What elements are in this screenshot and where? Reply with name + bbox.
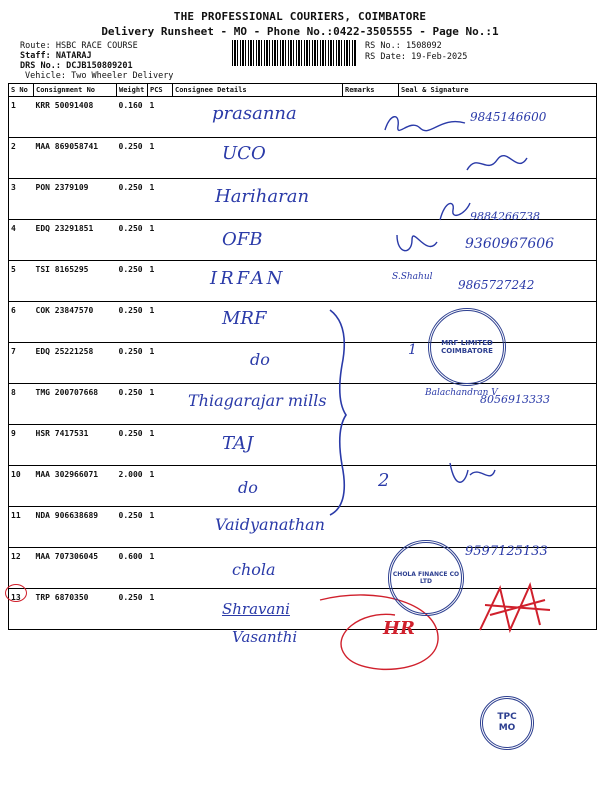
table-row: 8 TMG 200707668 0.250 1 <box>9 384 597 425</box>
table-row: 12 MAA 707306045 0.600 1 <box>9 548 597 589</box>
signature-text: Balachandran V <box>425 388 498 398</box>
company-title: THE PROFESSIONAL COURIERS, COIMBATORE <box>173 10 427 23</box>
hw-consignee: Vasanthi <box>232 628 298 646</box>
hw-phone: 9884266738 <box>470 210 540 223</box>
rs-date-line: RS Date: 19-Feb-2025 <box>365 52 468 62</box>
table-row: 13 TRP 6870350 0.250 1 <box>9 589 597 630</box>
route-line: Route: HSBC RACE COURSE <box>20 41 138 51</box>
col-weight: Weight <box>117 84 148 97</box>
hw-consignee: TAJ <box>222 433 254 454</box>
tpc-stamp-bottom: MO <box>498 723 516 733</box>
table-row: 10 MAA 302966071 2.000 1 <box>9 466 597 507</box>
hw-consignee: Thiagarajar mills <box>188 391 327 410</box>
signature-scribble <box>440 455 500 495</box>
signature-scribble <box>435 195 475 225</box>
hw-consignee: Hariharan <box>215 186 310 207</box>
signature-scribble <box>392 230 442 260</box>
drs-line: DRS No.: DCJB150809201 <box>20 61 133 71</box>
hw-consignee: do <box>250 350 270 369</box>
rs-date-value: 19-Feb-2025 <box>411 52 468 62</box>
col-consignment: Consignment No <box>34 84 117 97</box>
tpc-stamp-top: TPC <box>497 712 517 722</box>
hw-phone: 8056913333 <box>480 393 550 406</box>
rs-no-line: RS No.: 1508092 <box>365 41 442 51</box>
hw-phone: 9597125133 <box>465 544 548 559</box>
hw-phone: 9865727242 <box>458 278 535 292</box>
hw-consignee: UCO <box>222 143 266 164</box>
signature-scribble-red <box>470 580 560 640</box>
table-row: 3 PON 2379109 0.250 1 <box>9 179 597 220</box>
hw-consignee: MRF <box>222 308 267 329</box>
hw-remark: 1 <box>408 342 417 358</box>
hw-consignee: IRFAN <box>210 268 286 289</box>
drs-value: DCJB150809201 <box>66 61 133 71</box>
table-row: 1 KRR 50091408 0.160 1 <box>9 97 597 138</box>
vehicle-value: Two Wheeler Delivery <box>71 71 174 81</box>
table-row: 11 NDA 906638689 0.250 1 <box>9 507 597 548</box>
col-consignee: Consignee Details <box>173 84 343 97</box>
table-row: 4 EDQ 23291851 0.250 1 <box>9 220 597 261</box>
runsheet-subtitle: Delivery Runsheet - MO - Phone No.:0422-3505555 - Page No.:1 <box>101 25 499 38</box>
hw-consignee: Shravani <box>222 600 290 618</box>
rs-no-value: 1508092 <box>405 41 442 51</box>
table-header <box>9 84 597 97</box>
barcode <box>232 40 357 66</box>
hw-consignee: prasanna <box>212 103 297 124</box>
tpc-stamp <box>480 696 534 750</box>
hw-remark: HR <box>383 618 415 639</box>
red-circle-mark <box>5 584 27 602</box>
hw-consignee: OFB <box>222 229 263 250</box>
table-row: 9 HSR 7417531 0.250 1 <box>9 425 597 466</box>
chola-stamp: CHOLA FINANCE CO LTD <box>388 540 464 616</box>
hw-phone: 9845146600 <box>470 110 547 124</box>
staff-line: Staff: NATARAJ <box>20 51 92 61</box>
col-sno: S No <box>9 84 34 97</box>
hw-consignee: do <box>238 478 258 497</box>
col-seal-signature: Seal & Signature <box>399 84 597 97</box>
col-pcs: PCS <box>148 84 173 97</box>
table-row: 2 MAA 869058741 0.250 1 <box>9 138 597 179</box>
route-value: HSBC RACE COURSE <box>55 41 138 51</box>
signature-scribble <box>462 150 532 180</box>
staff-value: NATARAJ <box>55 51 92 61</box>
signature-scribble <box>380 108 470 138</box>
mrf-stamp: MRF LIMITED COIMBATORE <box>428 308 506 386</box>
vehicle-line: Vehicle: Two Wheeler Delivery <box>25 71 174 81</box>
signature-text: S.Shahul <box>392 272 433 282</box>
hw-consignee: chola <box>232 560 276 579</box>
table-row: 7 EDQ 25221258 0.250 1 <box>9 343 597 384</box>
bracket-mark <box>320 305 360 520</box>
hw-remark: 2 <box>378 470 390 491</box>
hw-phone: 9360967606 <box>465 236 555 252</box>
table-row: 5 TSI 8165295 0.250 1 <box>9 261 597 302</box>
hw-consignee: Vaidyanathan <box>215 515 325 534</box>
table-row: 6 COK 23847570 0.250 1 <box>9 302 597 343</box>
col-remarks: Remarks <box>343 84 399 97</box>
